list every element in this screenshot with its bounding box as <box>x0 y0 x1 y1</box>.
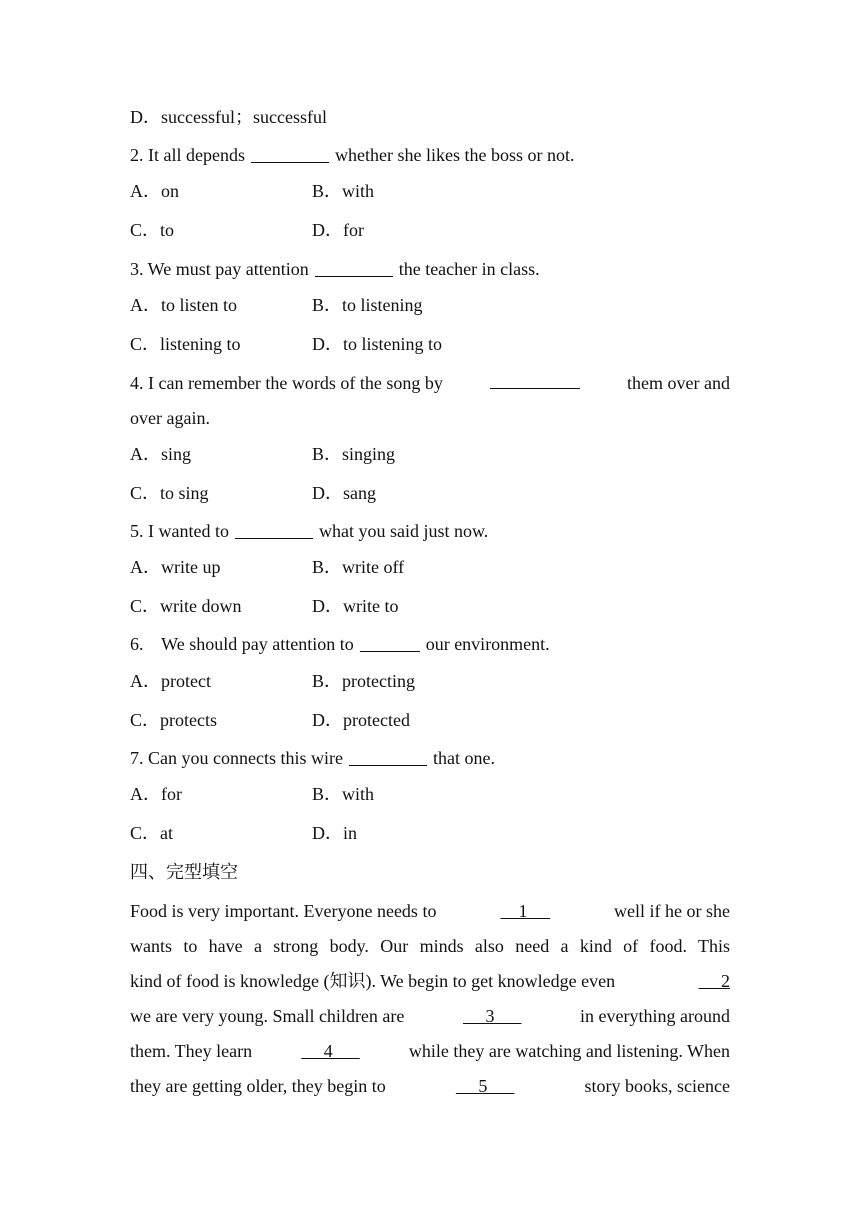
blank-5[interactable]: 5 <box>455 1076 515 1096</box>
option-b[interactable]: B．with <box>312 784 375 804</box>
option-d[interactable]: D．write to <box>312 596 399 616</box>
option-b[interactable]: B．with <box>312 181 375 201</box>
question-stem: 6. We should pay attention to our environment. <box>130 634 550 654</box>
option-c[interactable]: C．to sing <box>130 483 209 503</box>
question-stem: 2. It all depends whether she likes the boss or not. <box>130 145 575 165</box>
option-a[interactable]: A．protect <box>130 671 211 691</box>
option-b[interactable]: B．write off <box>312 557 405 577</box>
option-d[interactable]: D．sang <box>312 483 376 503</box>
answer-blank[interactable] <box>315 258 393 277</box>
blank-4[interactable]: 4 <box>301 1041 360 1061</box>
option-d[interactable]: D．to listening to <box>312 334 442 354</box>
option-c[interactable]: C．to <box>130 220 175 240</box>
option-a[interactable]: A．on <box>130 181 179 201</box>
answer-blank[interactable] <box>349 747 427 766</box>
options-row <box>130 441 730 467</box>
option-b[interactable]: B．singing <box>312 444 396 464</box>
question-7 <box>130 745 730 846</box>
prev-option-d: D．successful；successful <box>130 107 327 127</box>
passage-line: they are getting older, they begin to 5 story books, science <box>130 1069 730 1104</box>
blank-3[interactable]: 3 <box>462 1006 522 1026</box>
section-heading: 四、完型填空 <box>130 862 238 883</box>
option-a[interactable]: A．for <box>130 784 182 804</box>
option-d[interactable]: D．protected <box>312 710 410 730</box>
answer-blank[interactable] <box>490 370 580 389</box>
question-stem: 3. We must pay attention the teacher in class. <box>130 259 540 279</box>
question-4 <box>130 370 730 506</box>
question-stem: 5. I wanted to what you said just now. <box>130 521 489 541</box>
answer-blank[interactable] <box>235 520 313 539</box>
passage-line: kind of food is knowledge (知识). We begin to get knowledge even 2 <box>130 964 730 999</box>
option-c[interactable]: C．protects <box>130 710 217 730</box>
question-5 <box>130 518 730 619</box>
passage-line: them. They learn 4 while they are watching and listening. When <box>130 1034 730 1069</box>
question-3 <box>130 256 730 357</box>
question-stem: 7. Can you connects this wire that one. <box>130 748 495 768</box>
options-row <box>130 178 730 204</box>
question-stem: 4. I can remember the words of the song by them over and <box>130 370 730 396</box>
option-a[interactable]: A．write up <box>130 557 221 577</box>
options-row <box>130 554 730 580</box>
option-c[interactable]: C．write down <box>130 596 242 616</box>
options-row <box>130 593 730 619</box>
blank-2[interactable]: 2 <box>698 971 730 991</box>
options-row <box>130 480 730 506</box>
option-c[interactable]: C．at <box>130 823 173 843</box>
options-row <box>130 331 730 357</box>
passage-line: Food is very important. Everyone needs to 1 well if he or she <box>130 894 730 929</box>
option-c[interactable]: C．listening to <box>130 334 241 354</box>
option-a[interactable]: A．to listen to <box>130 295 237 315</box>
options-row <box>130 781 730 807</box>
blank-1[interactable]: 1 <box>500 901 550 921</box>
options-row <box>130 292 730 318</box>
answer-blank[interactable] <box>251 144 329 163</box>
option-b[interactable]: B．protecting <box>312 671 415 691</box>
option-d[interactable]: D．for <box>312 220 364 240</box>
question-6 <box>130 631 730 733</box>
options-row <box>130 820 730 846</box>
option-b[interactable]: B．to listening <box>312 295 423 315</box>
option-d[interactable]: D．in <box>312 823 357 843</box>
passage-line: we are very young. Small children are 3 in everything around <box>130 999 730 1034</box>
options-row <box>130 217 730 243</box>
cloze-passage <box>130 894 730 1104</box>
passage-line: wants to have a strong body. Our minds also need a kind of food. This <box>130 936 730 956</box>
option-a[interactable]: A．sing <box>130 444 192 464</box>
options-row <box>130 707 730 733</box>
options-row <box>130 668 730 694</box>
question-stem-line2: over again. <box>130 408 210 428</box>
question-2 <box>130 142 730 243</box>
answer-blank[interactable] <box>360 633 420 652</box>
